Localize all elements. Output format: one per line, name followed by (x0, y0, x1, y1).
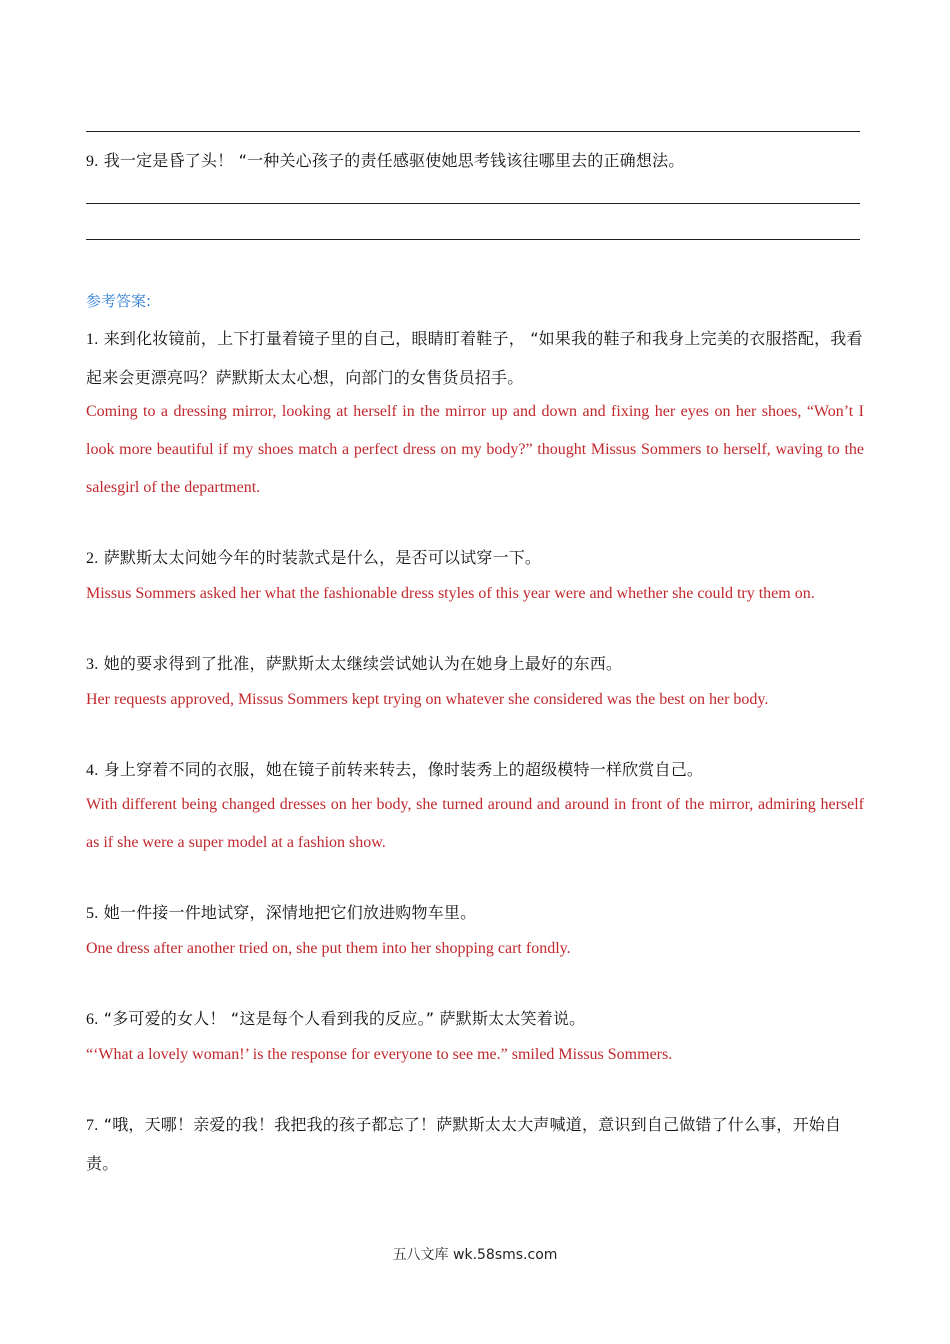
answer-number: 5. (86, 905, 99, 922)
blank-answer-line (86, 239, 860, 240)
answer-1-english: Coming to a dressing mirror, looking at herself in the mirror up and down and fixing her eyes on her shoes, “Won’t I look more beautiful if my shoes match a perfect dress on my body?” thought Missus Sommers to herself, waving to the salesgirl of the department. (86, 403, 864, 496)
answer-7-chinese (86, 1106, 864, 1183)
answer-chinese-text: “哦，天哪！亲爱的我！我把我的孩子都忘了！萨默斯太太大声喊道，意识到自己做错了什么事，开始自责。 (86, 1115, 842, 1173)
question-number: 9. (86, 153, 99, 170)
answer-6-chinese (86, 1000, 864, 1039)
question-text: 我一定是昏了头！ “一种关心孩子的责任感驱使她思考钱该往哪里去的正确想法。 (103, 151, 685, 170)
answer-6-english: “‘What a lovely woman!’ is the response for everyone to see me.” smiled Missus Sommers. (86, 1046, 673, 1063)
blank-answer-line (86, 203, 860, 204)
answer-5-chinese (86, 894, 864, 933)
page-footer: 五八文库 wk.58sms.com (392, 1247, 558, 1263)
answer-1-chinese (86, 320, 864, 397)
answer-3-english: Her requests approved, Missus Sommers kept trying on whatever she considered was the best on her body. (86, 691, 769, 708)
blank-answer-line (86, 131, 860, 132)
answer-number: 2. (86, 550, 99, 567)
answer-3-chinese (86, 645, 864, 684)
reference-answer-heading: 参考答案: (86, 292, 152, 310)
answer-number: 1. (86, 331, 99, 348)
answer-2-english: Missus Sommers asked her what the fashionable dress styles of this year were and whether she could try them on. (86, 585, 815, 602)
question-9 (86, 142, 864, 181)
answer-number: 3. (86, 656, 99, 673)
answer-chinese-text: 来到化妆镜前，上下打量着镜子里的自己，眼睛盯着鞋子， “如果我的鞋子和我身上完美的衣服搭配，我看起来会更漂亮吗？萨默斯太太心想，向部门的女售货员招手。 (86, 329, 863, 387)
answer-4-english: With different being changed dresses on her body, she turned around and around in front of the mirror, admiring herself as if she were a super model at a fashion show. (86, 796, 864, 851)
answer-number: 7. (86, 1117, 99, 1134)
answer-number: 6. (86, 1011, 99, 1028)
answer-chinese-text: 她的要求得到了批准，萨默斯太太继续尝试她认为在她身上最好的东西。 (103, 654, 623, 673)
answer-number: 4. (86, 762, 99, 779)
answer-chinese-text: 身上穿着不同的衣服，她在镜子前转来转去，像时装秀上的超级模特一样欣赏自己。 (103, 760, 704, 779)
answer-2-chinese (86, 539, 864, 578)
answer-chinese-text: “多可爱的女人！ “这是每个人看到我的反应。” 萨默斯太太笑着说。 (103, 1009, 586, 1028)
answer-chinese-text: 她一件接一件地试穿，深情地把它们放进购物车里。 (103, 903, 477, 922)
answer-chinese-text: 萨默斯太太问她今年的时装款式是什么，是否可以试穿一下。 (103, 548, 542, 567)
answer-4-chinese (86, 751, 864, 790)
answer-5-english: One dress after another tried on, she put them into her shopping cart fondly. (86, 940, 571, 957)
